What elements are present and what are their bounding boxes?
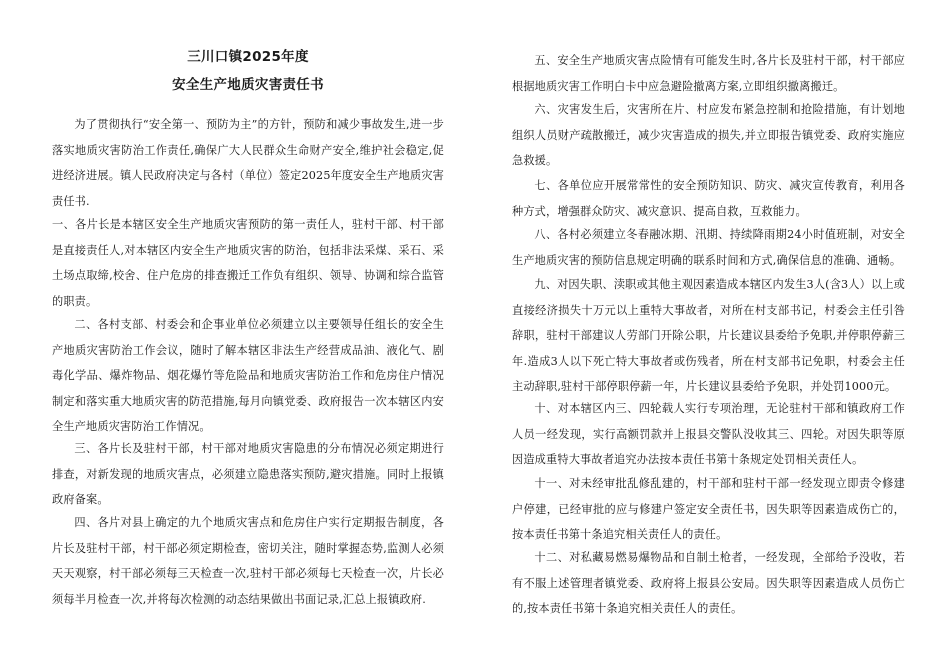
clause-12: 十二、对私藏易燃易爆物品和自制土枪者，一经发现，全部给予没收，若有不服上述管理者镇党委、政府将上报县公安局。因失职等因素造成人员伤亡的,按本责任书第十条追究相关责任人的责任。 bbox=[512, 551, 905, 615]
clause-4: 四、各片对县上确定的九个地质灾害点和危房住户实行定期报告制度，各片长及驻村干部，村干部必须定期检查，密切关注，随时掌握态势,监测人必须天天观察，村干部必须每三天检查一次,驻村干部必须每七天检查一次，片长必须每半月检查一次,并将每次检测的动态结果做出书面记录,汇总上报镇政府. bbox=[52, 516, 444, 606]
clause-1: 一、各片长是本辖区安全生产地质灾害预防的第一责任人，驻村干部、村干部是直接责任人,对本辖区内安全生产地质灾害的防治，包括非法采煤、采石、采土场点取缔,校舍、住户危房的排查搬迁工作负有组织、领导、协调和综合监管的职责。 bbox=[52, 218, 444, 308]
clause-8: 八、各村必须建立冬春融冰期、汛期、持续降雨期24小时值班制，对安全生产地质灾害的预防信息规定明确的联系时间和方式,确保信息的准确、通畅。 bbox=[512, 228, 905, 267]
document-title: 安全生产地质灾害责任书 bbox=[172, 77, 324, 93]
right-column bbox=[512, 0, 905, 672]
left-column bbox=[52, 0, 444, 672]
clause-11: 十一、对未经审批乱修乱建的，村干部和驻村干部一经发现立即责令修建户停建，已经审批的应与修建户签定安全责任书，因失职等因素造成伤亡的，按本责任书第十条追究相关责任人的责任。 bbox=[512, 477, 905, 541]
clause-5: 五、安全生产地质灾害点险情有可能发生时,各片长及驻村干部，村干部应根据地质灾害工作明白卡中应急避险撤离方案,立即组织撤离搬迁。 bbox=[512, 54, 905, 93]
document-title-year: 三川口镇2025年度 bbox=[187, 49, 309, 65]
clause-2: 二、各村支部、村委会和企事业单位必须建立以主要领导任组长的安全生产地质灾害防治工作会议，随时了解本辖区非法生产经营成品油、液化气、剧毒化学品、爆炸物品、烟花爆竹等危险品和地质灾害防治工作和危房住户情况制定和落实重大地质灾害的防范措施,每月向镇党委、政府报告一次本辖区内安全生产地质灾害防治工作情况。 bbox=[52, 318, 444, 433]
intro-paragraph: 为了贯彻执行“安全第一、预防为主”的方针，预防和减少事故发生,进一步落实地质灾害防治工作责任,确保广大人民群众生命财产安全,维护社会稳定,促进经济进展。镇人民政府决定与各村（单位）签定2025年度安全生产地质灾害责任书. bbox=[52, 118, 444, 208]
clause-10: 十、对本辖区内三、四轮载人实行专项治理，无论驻村干部和镇政府工作人员一经发现，实行高额罚款并上报县交警队没收其三、四轮。对因失职等原因造成重特大事故者追究办法按本责任书第十条规定处罚相关责任人。 bbox=[512, 402, 905, 466]
clause-7: 七、各单位应开展常常性的安全预防知识、防灾、减灾宣传教育，利用各种方式，增强群众防灾、减灾意识、提高自救，互救能力。 bbox=[512, 179, 905, 218]
clause-9: 九、对因失职、渎职或其他主观因素造成本辖区内发生3人(含3人）以上或直接经济损失十万元以上重特大事故者，对所在村支部书记，村委会主任引咎辞职，驻村干部建议人劳部门开除公职，片长建议县委给予免职,并停职停薪三年.造成3人以下死亡特大事故者或伤残者，所在村支部书记免职，村委会主任主动辞职,驻村干部停职停薪一年，片长建议县委给予免职，并处罚1000元。 bbox=[512, 278, 905, 393]
clause-3: 三、各片长及驻村干部，村干部对地质灾害隐患的分布情况必须定期进行排查，对新发现的地质灾害点，必须建立隐患落实预防,避灾措施。同时上报镇政府备案。 bbox=[52, 442, 444, 506]
clause-6: 六、灾害发生后，灾害所在片、村应发布紧急控制和抢险措施，有计划地组织人员财产疏散搬迁，减少灾害造成的损失,并立即报告镇党委、政府实施应急救援。 bbox=[512, 103, 905, 167]
